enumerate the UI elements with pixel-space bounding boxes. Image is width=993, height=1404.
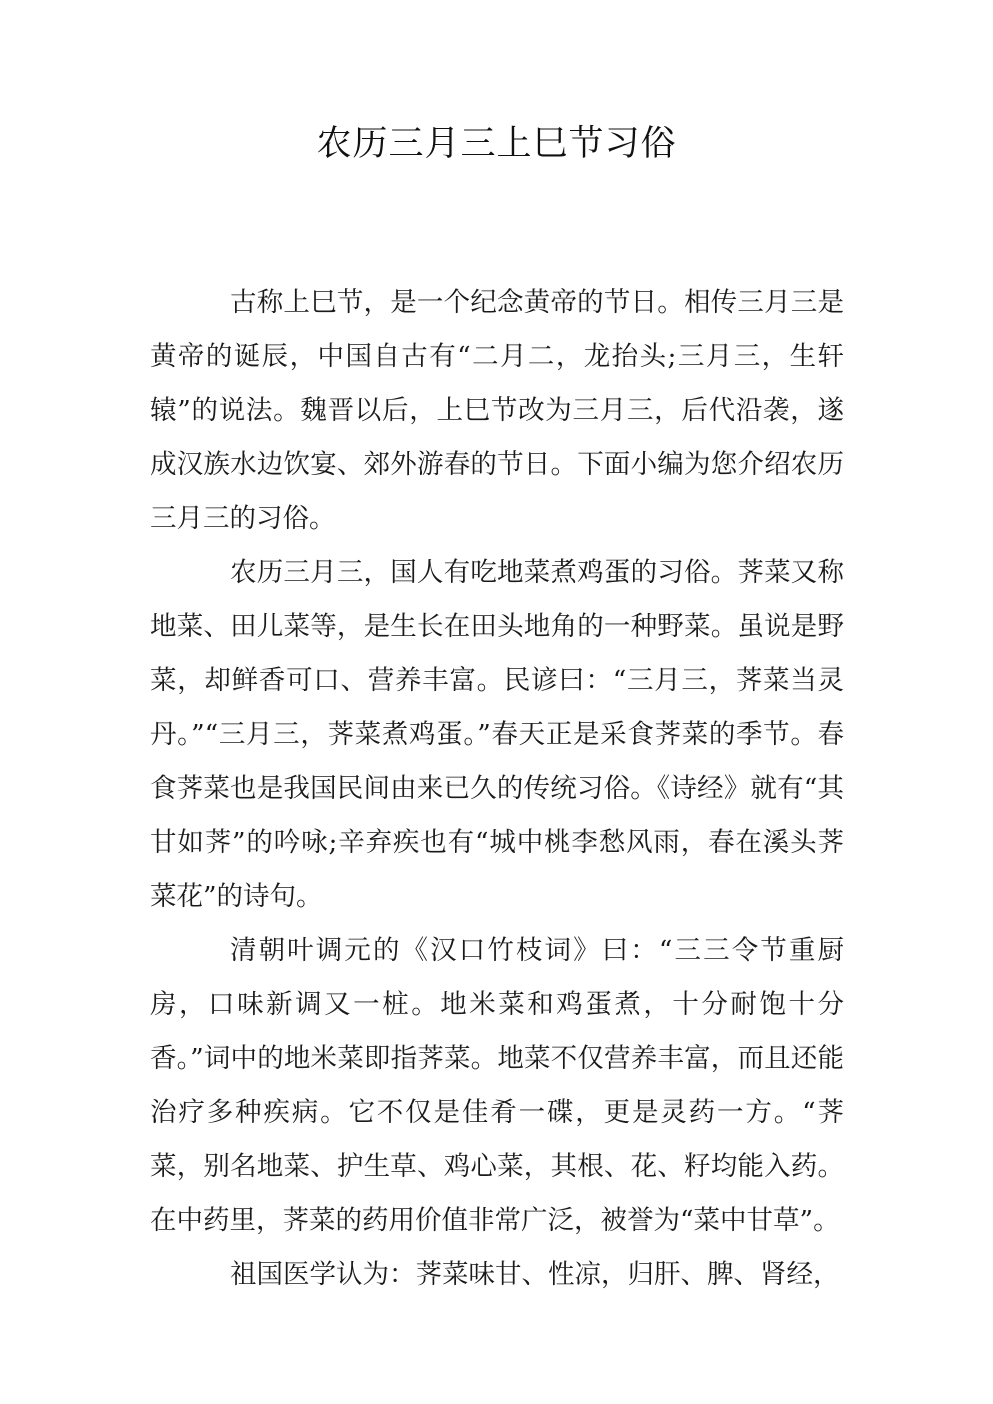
paragraph-hankou-poem: 清朝叶调元的《汉口竹枝词》曰：“三三令节重厨房，口味新调又一桩。地米菜和鸡蛋煮，十分耐饱十分香。”词中的地米菜即指荠菜。地菜不仅营养丰富，而且还能治疗多种疾病。它不仅是佳肴一碟，更是灵药一方。“荠菜，别名地菜、护生草、鸡心菜，其根、花、籽均能入药。在中药里，荠菜的药用价值非常广泛，被誉为“菜中甘草”。 [150,935,844,1236]
document-body [150,276,844,1302]
paragraph-intro: 古称上巳节，是一个纪念黄帝的节日。相传三月三是黄帝的诞辰，中国自古有“二月二，龙抬头;三月三，生轩辕”的说法。魏晋以后，上巳节改为三月三，后代沿袭，遂成汉族水边饮宴、郊外游春的节日。下面小编为您介绍农历三月三的习俗。 [150,287,844,534]
paragraph-shepherds-purse: 农历三月三，国人有吃地菜煮鸡蛋的习俗。荠菜又称地菜、田儿菜等，是生长在田头地角的一种野菜。虽说是野菜，却鲜香可口、营养丰富。民谚曰：“三月三，荠菜当灵丹。”“三月三，荠菜煮鸡蛋。”春天正是采食荠菜的季节。春食荠菜也是我国民间由来已久的传统习俗。《诗经》就有“其甘如荠”的吟咏;辛弃疾也有“城中桃李愁风雨，春在溪头荠菜花”的诗句。 [150,557,844,912]
document-title: 农历三月三上巳节习俗 [316,124,677,164]
paragraph-medicine: 祖国医学认为：荠菜味甘、性凉，归肝、脾、肾经， [230,1259,840,1290]
